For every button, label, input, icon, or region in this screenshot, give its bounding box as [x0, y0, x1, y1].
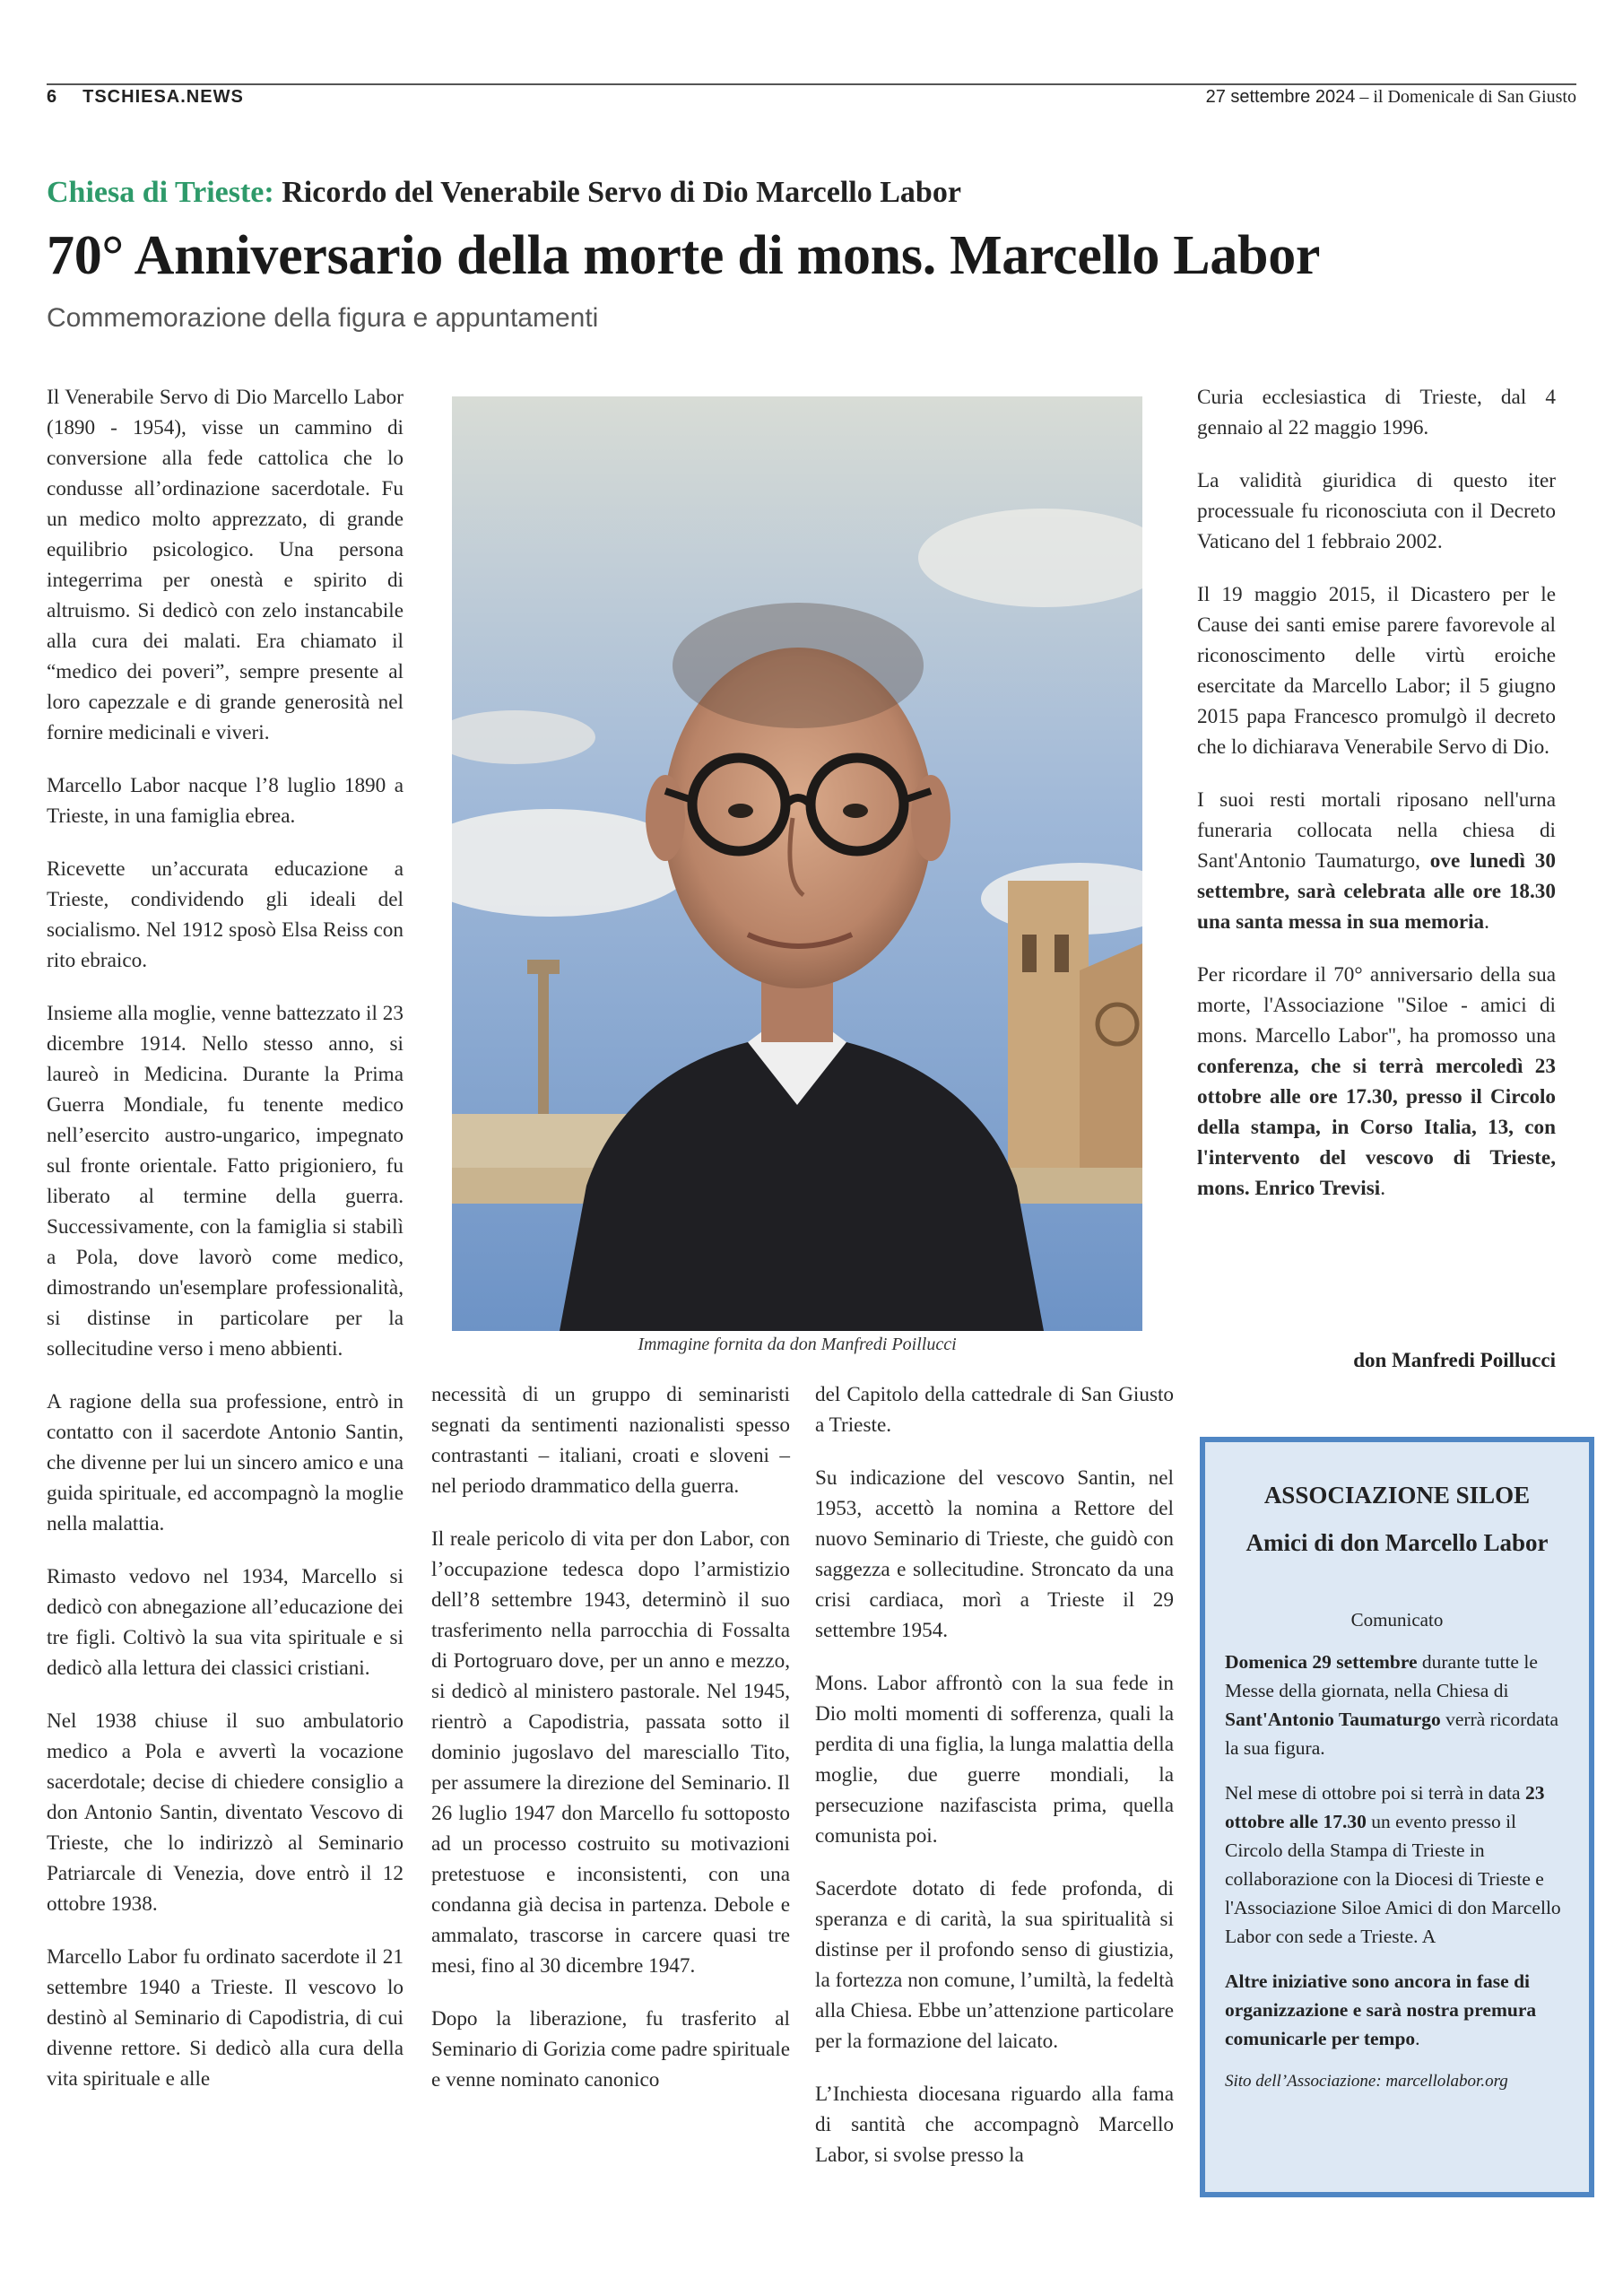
page-header-right [1206, 87, 1576, 108]
paragraph: Nel 1938 chiuse il suo ambulatorio medico a Pola e avvertì la vocazione sacerdotale; decise di chiedere consiglio a don Antonio Santin, diventato Vescovo di Trieste, che lo indirizzò al Seminario Patriarcale di Venezia, dove entrò il 12 ottobre 1938. [47, 1709, 404, 1916]
association-website-link[interactable]: Sito dell’Associazione: marcellolabor.org [1225, 2072, 1508, 2091]
kicker-section: Chiesa di Trieste: [47, 176, 274, 209]
paragraph: La validità giuridica di questo iter processuale fu riconosciuta con il Decreto Vaticano del 1 febbraio 2002. [1197, 469, 1556, 553]
paragraph: Su indicazione del vescovo Santin, nel 1953, accettò la nomina a Rettore del nuovo Seminario di Trieste, che guidò con saggezza e sollecitudine. Stroncato da una crisi cardiaca, morì a Trieste il 29 settembre 1954. [815, 1466, 1174, 1642]
page-number: 6 [47, 87, 58, 107]
paragraph: del Capitolo della cattedrale di San Giusto a Trieste. [815, 1383, 1174, 1437]
paragraph: Per ricordare il 70° anniversario della sua morte, l'Associazione "Siloe - amici di mons. Marcello Labor", ha promosso una conferenza, che si terrà mercoledì 23 ottobre alle ore 17.30, presso il Circolo della stampa, in Corso Italia, 13, con l'intervento del vescovo di Trieste, mons. Enrico Trevisi. [1197, 963, 1556, 1200]
image-caption: Immagine fornita da don Manfredi Poillucci [638, 1335, 957, 1354]
box-title: ASSOCIAZIONE SILOE [1263, 1482, 1531, 1509]
header-rule [47, 83, 1576, 85]
paragraph: Sacerdote dotato di fede profonda, di speranza e di carità, la sua spiritualità si distinse per il profondo senso di giustizia, la fortezza non comune, l’umiltà, la fedeltà alla Chiesa. Ebbe un’attenzione particolare per la formazione del laicato. [815, 1877, 1174, 2053]
portrait-image [452, 396, 1142, 1331]
mass-announcement: ove lunedì 30 settembre, sarà celebrata alle ore 18.30 una santa messa in sua memoria [1197, 849, 1556, 934]
paragraph: A ragione della sua professione, entrò in contatto con il sacerdote Antonio Santin, che divenne per lui un sincero amico e una guida spirituale, ed accompagnò la moglie nella malattia. [47, 1390, 404, 1535]
author-signature: don Manfredi Poillucci [1353, 1349, 1556, 1371]
paragraph: Il reale pericolo di vita per don Labor, con l’occupazione tedesca dopo l’armistizio dell’8 settembre 1943, determinò il suo trasferimento nella parrocchia di Fossalta di Portogruaro dove, per un anno e mezzo, si dedicò al ministero pastorale. Nel 1945, rientrò a Capodistria, passata sotto il dominio jugoslavo del maresciallo Tito, per assumere la direzione del Seminario. Il 26 luglio 1947 don Marcello fu sottoposto ad un processo costruito su motivazioni pretestuose e inconsistenti, con una condanna già decisa in partenza. Debole e ammalato, trascorse in carcere quasi tre mesi, fino al 30 dicembre 1947. [431, 1527, 790, 1978]
publication-name[interactable]: TSCHIESA.NEWS [82, 87, 244, 107]
article-column-2 [431, 1379, 790, 2118]
box-paragraph: Altre iniziative sono ancora in fase di organizzazione e sarà nostra premura comunicarle per tempo. [1225, 1970, 1537, 2049]
edition-name: – il Domenicale di San Giusto [1359, 87, 1576, 107]
issue-date: 27 settembre 2024 [1205, 87, 1356, 107]
box-paragraph: Domenica 29 settembre durante tutte le Messe della giornata, nella Chiesa di Sant'Antonio Taumaturgo verrà ricordata la sua figura. [1225, 1651, 1559, 1759]
article-kicker [47, 176, 961, 210]
article-column-4 [1197, 382, 1556, 1226]
paragraph: Rimasto vedovo nel 1934, Marcello si dedicò con abnegazione all’educazione dei tre figli. Coltivò la sua vita spirituale e si dedicò alla lettura dei classici cristiani. [47, 1565, 404, 1680]
association-notice-box [1200, 1437, 1594, 2197]
paragraph: Ricevette un’accurata educazione a Trieste, condividendo gli ideali del socialismo. Nel 1912 sposò Elsa Reiss con rito ebraico. [47, 857, 404, 972]
paragraph: I suoi resti mortali riposano nell'urna funeraria collocata nella chiesa di Sant'Antonio Taumaturgo, ove lunedì 30 settembre, sarà celebrata alle ore 18.30 una santa messa in sua memoria. [1197, 788, 1556, 934]
paragraph: necessità di un gruppo di seminaristi segnati da sentimenti nazionalisti spesso contrastanti – italiani, croati e sloveni – nel periodo drammatico della guerra. [431, 1383, 790, 1498]
paragraph: Dopo la liberazione, fu trasferito al Seminario di Gorizia come padre spirituale e venne nominato canonico [431, 2007, 790, 2092]
paragraph: Marcello Labor nacque l’8 luglio 1890 a Trieste, in una famiglia ebrea. [47, 774, 404, 828]
article-title: 70° Anniversario della morte di mons. Marcello Labor [47, 225, 1321, 286]
portrait-illustration [452, 396, 1142, 1331]
paragraph: Marcello Labor fu ordinato sacerdote il 21 settembre 1940 a Trieste. Il vescovo lo destinò al Seminario di Capodistria, di cui divenne rettore. Si dedicò alla cura della vita spirituale e alle [47, 1945, 404, 2091]
paragraph: L’Inchiesta diocesana riguardo alla fama di santità che accompagnò Marcello Labor, si svolse presso la [815, 2083, 1174, 2167]
box-paragraph: Nel mese di ottobre poi si terrà in data 23 ottobre alle 17.30 un evento presso il Circolo della Stampa di Trieste in collaborazione con la Diocesi di Trieste e l'Associazione Siloe Amici di don Marcello Labor con sede a Trieste. A [1225, 1782, 1561, 1947]
paragraph: Il Venerabile Servo di Dio Marcello Labor (1890 - 1954), visse un cammino di conversione alla fede cattolica che lo condusse all’ordinazione sacerdotale. Fu un medico molto apprezzato, di grande equilibrio psicologico. Una persona integerrima per onestà e spirito di altruismo. Si dedicò con zelo instancabile alla cura dei malati. Era chiamato il “medico dei poveri”, sempre presente al loro capezzale e di grande generosità nel fornire medicinali e viveri. [47, 386, 404, 744]
paragraph: Curia ecclesiastica di Trieste, dal 4 gennaio al 22 maggio 1996. [1197, 386, 1556, 439]
box-subtitle: Amici di don Marcello Labor [1245, 1529, 1549, 1556]
paragraph: Insieme alla moglie, venne battezzato il 23 dicembre 1914. Nello stesso anno, si laureò in Medicina. Durante la Prima Guerra Mondiale, fu tenente medico nell’esercito austro-ungarico, impegnato sul fronte orientale. Fatto prigioniero, fu liberato al termine della guerra. Successivamente, con la famiglia si stabilì a Pola, dove lavorò come medico, dimostrando un'esemplare professionalità, si distinse in particolare per la sollecitudine verso i meno abbienti. [47, 1002, 404, 1361]
box-label: Comunicato [1350, 1609, 1444, 1631]
paragraph: Mons. Labor affrontò con la sua fede in Dio molti momenti di sofferenza, quali la perdita di una figlia, la lunga malattia della moglie, due guerre mondiali, la persecuzione nazifascista prima, quella comunista poi. [815, 1672, 1174, 1848]
kicker-text: Ricordo del Venerabile Servo di Dio Marcello Labor [282, 176, 961, 209]
article-subtitle: Commemorazione della figura e appuntamenti [47, 303, 599, 333]
article-column-3 [815, 1379, 1174, 2193]
page-header-left [47, 87, 244, 108]
paragraph: Il 19 maggio 2015, il Dicastero per le Cause dei santi emise parere favorevole al riconoscimento delle virtù eroiche esercitate da Marcello Labor; il 5 giugno 2015 papa Francesco promulgò il decreto che lo dichiarava Venerabile Servo di Dio. [1197, 583, 1556, 759]
conference-announcement: conferenza, che si terrà mercoledì 23 ottobre alle ore 17.30, presso il Circolo della stampa, in Corso Italia, 13, con l'intervento del vescovo di Trieste, mons. Enrico Trevisi [1197, 1055, 1556, 1200]
article-column-1 [47, 382, 404, 2117]
